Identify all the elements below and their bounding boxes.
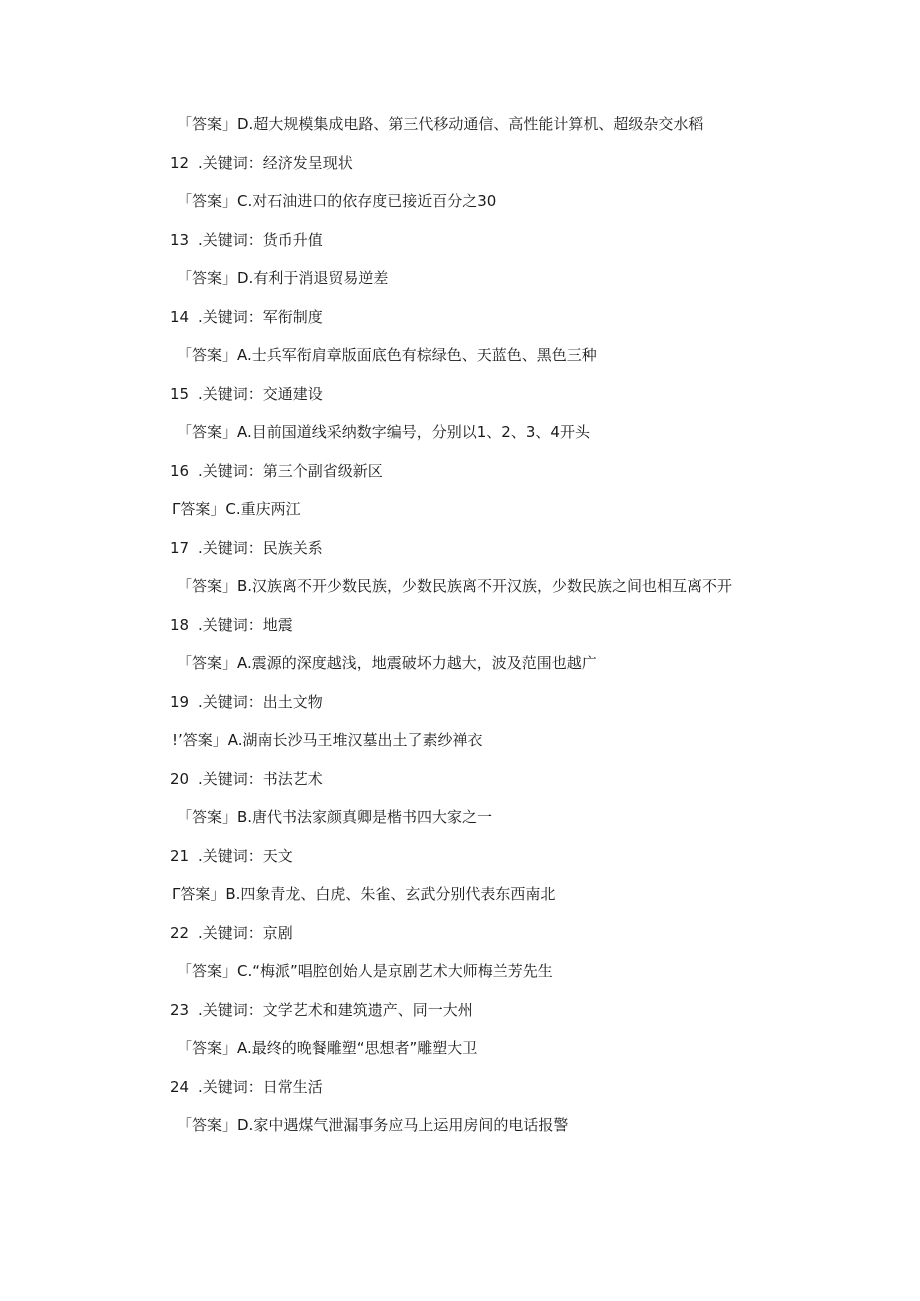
answer-line: 「答案」C.“梅派”唱腔创始人是京剧艺术大师梅兰芳先生: [177, 962, 553, 980]
question-number: 19: [170, 693, 190, 711]
answer-line: 「答案」B.汉族离不开少数民族，少数民族离不开汉族，少数民族之间也相互离不开: [177, 577, 733, 595]
question-line: [170, 846, 293, 866]
question-keyword: .关键词：民族关系: [198, 539, 323, 557]
question-number: 21: [170, 847, 190, 865]
question-keyword: .关键词：京剧: [198, 924, 293, 942]
question-keyword: .关键词：日常生活: [198, 1078, 323, 1096]
question-line: [170, 1077, 323, 1097]
question-number: 14: [170, 308, 190, 326]
answer-line: 「答案」A.士兵军衔肩章版面底色有棕绿色、天蓝色、黑色三种: [177, 346, 597, 364]
answer-line: 「答案」B.唐代书法家颜真卿是楷书四大家之一: [177, 808, 493, 826]
question-line: [170, 1000, 473, 1020]
question-keyword: .关键词：天文: [198, 847, 293, 865]
answer-line: Γ答案」C.重庆两江: [172, 500, 301, 518]
question-keyword: .关键词：第三个副省级新区: [198, 462, 383, 480]
answer-line: 「答案」D.有利于消退贸易逆差: [177, 269, 389, 287]
answer-line: 「答案」C.对石油进口的依存度已接近百分之30: [177, 192, 497, 210]
question-number: 13: [170, 231, 190, 249]
question-number: 20: [170, 770, 190, 788]
question-line: [170, 615, 293, 635]
question-line: [170, 692, 323, 712]
question-line: [170, 307, 323, 327]
question-number: 24: [170, 1078, 190, 1096]
question-number: 15: [170, 385, 190, 403]
question-line: [170, 461, 383, 481]
question-keyword: .关键词：货币升值: [198, 231, 323, 249]
question-line: [170, 230, 323, 250]
answer-line: Γ答案」B.四象青龙、白虎、朱雀、玄武分别代表东西南北: [172, 885, 556, 903]
question-keyword: .关键词：书法艺术: [198, 770, 323, 788]
answer-line: !’答案」A.湖南长沙马王堆汉墓出土了素纱禅衣: [172, 731, 483, 749]
question-keyword: .关键词：经济发呈现状: [198, 154, 353, 172]
question-keyword: .关键词：军衔制度: [198, 308, 323, 326]
question-line: [170, 769, 323, 789]
answer-line: 「答案」A.目前国道线采纳数字编号，分别以1、2、3、4开头: [177, 423, 590, 441]
question-number: 18: [170, 616, 190, 634]
answer-line: 「答案」D.超大规模集成电路、第三代移动通信、高性能计算机、超级杂交水稻: [177, 115, 704, 133]
question-number: 12: [170, 154, 190, 172]
question-keyword: .关键词：出土文物: [198, 693, 323, 711]
question-number: 16: [170, 462, 190, 480]
answer-line: 「答案」A.震源的深度越浅，地震破坏力越大，波及范围也越广: [177, 654, 597, 672]
question-keyword: .关键词：文学艺术和建筑遗产、同一大州: [198, 1001, 473, 1019]
question-keyword: .关键词：地震: [198, 616, 293, 634]
question-keyword: .关键词：交通建设: [198, 385, 323, 403]
question-line: [170, 384, 323, 404]
question-line: [170, 153, 353, 173]
question-line: [170, 923, 293, 943]
answer-line: 「答案」D.家中遇煤气泄漏事务应马上运用房间的电话报警: [177, 1116, 569, 1134]
question-number: 17: [170, 539, 190, 557]
question-number: 23: [170, 1001, 190, 1019]
question-line: [170, 538, 323, 558]
answer-line: 「答案」A.最终的晚餐雕塑“思想者”雕塑大卫: [177, 1039, 478, 1057]
question-number: 22: [170, 924, 190, 942]
